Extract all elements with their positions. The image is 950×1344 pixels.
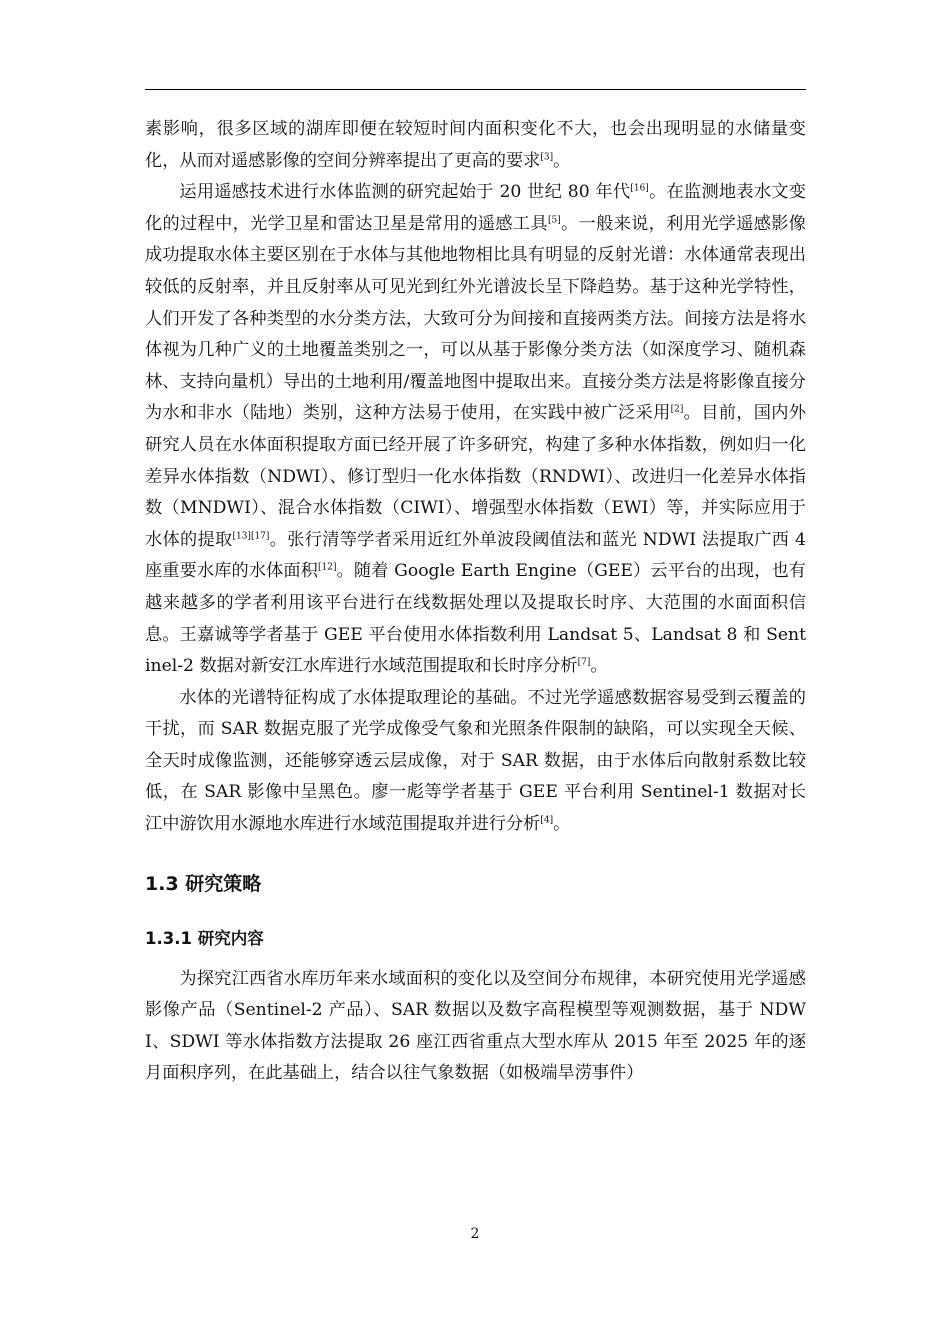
paragraph-text: 。张行清等学者采用近红外单波段阈值法和蓝光 NDWI 法提取广西 4 座重要水库的水体面积 — [145, 529, 806, 582]
citation-ref: [4] — [540, 815, 554, 826]
paragraph-2 — [145, 177, 806, 683]
paragraph-text: 。 — [553, 814, 571, 835]
citation-ref: [5] — [547, 215, 561, 226]
paragraph-text: 素影响，很多区域的湖库即便在较短时间内面积变化不大，也会出现明显的水储量变化，从而对遥感影像的空间分辨率提出了更高的要求 — [145, 119, 806, 171]
paragraph-text: 运用遥感技术进行水体监测的研究起始于 20 世纪 80 年代 — [179, 182, 631, 203]
citation-ref: [3] — [540, 151, 554, 162]
paragraph-text: 水体的光谱特征构成了水体提取理论的基础。不过光学遥感数据容易受到云覆盖的干扰，而 SAR 数据克服了光学成像受气象和光照条件限制的缺陷，可以实现全天候、全天时成像监测，还能够穿透云层成像，对于 SAR 数据，由于水体后向散射系数比较低，在 SAR 影像中呈黑色。廖一彪等学者基于 GEE 平台利用 Sentinel-1 数据对长江中游饮用水源地水库进行水域范围提取并进行分析 — [145, 687, 806, 835]
citation-ref: [16] — [630, 183, 649, 194]
page-number: 2 — [470, 1226, 480, 1242]
citation-ref: [12] — [318, 562, 337, 573]
citation-ref: [7] — [577, 657, 591, 668]
citation-ref: [2] — [670, 404, 684, 415]
paragraph-1 — [145, 114, 806, 177]
paragraph-text: 。目前，国内外研究人员在水体面积提取方面已经开展了许多研究，构建了多种水体指数，例如归一化差异水体指数（NDWI）、修订型归一化水体指数（RNDWI）、改进归一化差异水体指数（MNDWI）、混合水体指数（CIWI）、增强型水体指数（EWI）等，并实际应用于水体的提取 — [145, 403, 806, 550]
paragraph-3 — [145, 683, 806, 841]
paragraph-text: 。随着 Google Earth Engine（GEE）云平台的出现，也有越来越多的学者利用该平台进行在线数据处理以及提取长时序、大范围的水面面积信息。王嘉诚等学者基于 GEE 平台使用水体指数利用 Landsat 5、Landsat 8 和 Sentinel-2 数据对新安江水库进行水域范围提取和长时序分析 — [145, 561, 806, 677]
paragraph-text: 。在监测地表水文变化的过程中，光学卫星和雷达卫星是常用的遥感工具 — [145, 182, 806, 234]
document-body — [145, 114, 806, 1090]
paragraph-text: 。 — [553, 150, 571, 171]
subsection-heading: 1.3.1 研究内容 — [145, 928, 264, 948]
paragraph-4: 为探究江西省水库历年来水域面积的变化以及空间分布规律，本研究使用光学遥感影像产品（Sentinel-2 产品）、SAR 数据以及数字高程模型等观测数据，基于 NDWI、SDWI 等水体指数方法提取 26 座江西省重点大型水库从 2015 年至 2025 年的逐月面积序列，在此基础上，结合以往气象数据（如极端旱涝事件） — [145, 968, 806, 1084]
header-rule — [145, 89, 806, 90]
citation-ref: [13][17] — [232, 530, 270, 541]
paragraph-text: 。一般来说，利用光学遥感影像成功提取水体主要区别在于水体与其他地物相比具有明显的反射光谱：水体通常表现出较低的反射率，并且反射率从可见光到红外光谱波长呈下降趋势。基于这种光学特性，人们开发了各种类型的水分类方法，大致可分为间接和直接两类方法。间接方法是将水体视为几种广义的土地覆盖类别之一，可以从基于影像分类方法（如深度学习、随机森林、支持向量机）导出的土地利用/覆盖地图中提取出来。直接分类方法是将影像直接分为水和非水（陆地）类别，这种方法易于使用，在实践中被广泛采用 — [145, 213, 806, 424]
section-heading: 1.3 研究策略 — [145, 872, 262, 895]
paragraph-text: 。 — [590, 656, 608, 677]
